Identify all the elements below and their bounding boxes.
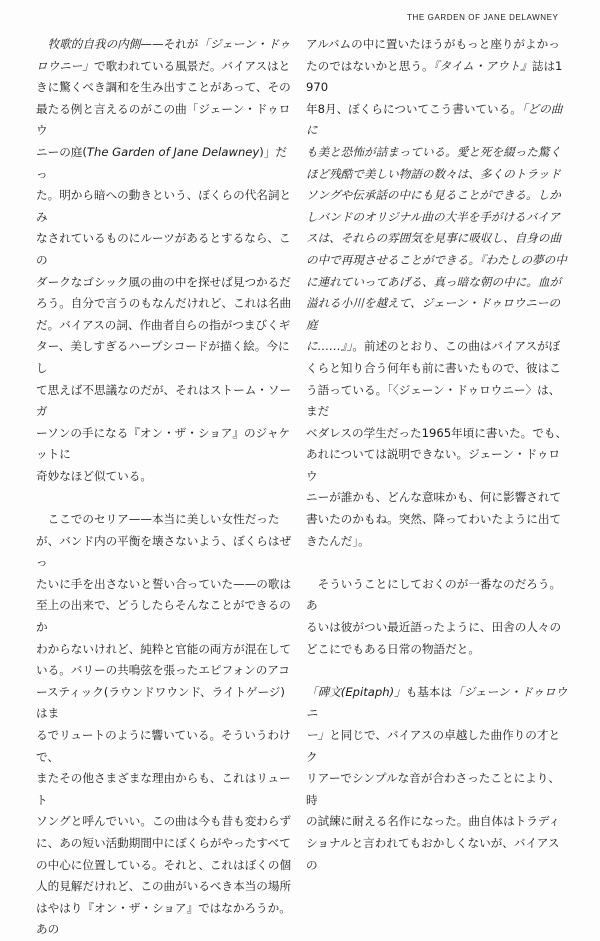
text-line: [306, 725, 568, 768]
text-line: [36, 77, 294, 99]
paragraph-gap: [306, 552, 568, 574]
text-line: [306, 228, 568, 250]
text-line: [36, 293, 294, 315]
text-line: [306, 380, 568, 423]
text-run: ベダレスの学生だった1965年頃に書いた。でも、: [306, 425, 568, 440]
text-line: [36, 833, 294, 855]
text-line: [306, 336, 568, 358]
text-run: )」だっ: [36, 144, 288, 181]
text-line: [36, 34, 294, 56]
text-run: ーソンの手になる『オン・ザ・ショア』のジャケットに: [36, 425, 291, 462]
text-run: 至上の出来で、どうしたらそんなことができるのか: [36, 598, 291, 635]
right-column: [306, 34, 568, 876]
italic-text: 「碑文(: [306, 684, 346, 699]
text-line: [36, 898, 294, 941]
text-run: ショナルと言われてもおかしくないが、バイアスの: [306, 835, 560, 872]
text-line: [36, 768, 294, 811]
text-run: で歌われている風景だ。バイアスはと: [93, 58, 291, 73]
text-run: るいは彼がつい最近語ったように、田舎の人々の: [306, 620, 562, 635]
text-run: 。前述のとおり、この曲はバイアスがぼ: [352, 339, 561, 354]
text-run: う語っている。「〈ジェーン・ドゥロウニー〉は、まだ: [306, 382, 561, 419]
text-line: [36, 725, 294, 768]
text-line: [36, 336, 294, 379]
text-run: ダークなゴシック風の曲の中を探せば見つかるだ: [36, 274, 291, 289]
text-run: の中心に位置している。それと、これはぼくの個: [36, 857, 292, 872]
text-line: [306, 164, 568, 186]
text-run: ター、美しすぎるハープシコードが描く絵。今にし: [36, 339, 290, 375]
italic-text: に……』」: [306, 339, 353, 354]
text-run: わからないけれど、純粋と官能の両方が混在して: [36, 641, 292, 656]
italic-text: も美と恐怖が詰まっている。愛と死を綴った驚く: [306, 144, 562, 159]
text-line: [36, 380, 294, 423]
text-line: [36, 99, 294, 142]
text-run: ニーが誰かも、どんな意味かも、何に影響されて: [306, 490, 562, 505]
text-line: [306, 811, 568, 833]
text-run: た。明から暗への動きという、ぼくらの代名詞とみ: [36, 188, 292, 224]
text-run: 年8月、ぼくらについてこう書いている。: [306, 101, 522, 116]
text-run: 人的見解だけれど、この曲がいるべき本当の場所: [36, 879, 292, 894]
text-run: はやはり『オン・ザ・ショア』ではなかろうか。あの: [36, 900, 291, 937]
text-run: なされているものにルーツがあるとするなら、この: [36, 231, 291, 267]
text-line: [306, 99, 568, 142]
italic-text: 溢れる小川を越えて、ジェーン・ドゥロウニーの庭: [306, 296, 561, 332]
text-line: [36, 531, 294, 574]
italic-text: ー」: [306, 728, 330, 742]
italic-text: 「ジェーン・ドゥロウニ: [306, 684, 568, 721]
paragraph-gap: [306, 660, 568, 682]
text-line: [306, 833, 568, 876]
text-line: [36, 466, 294, 488]
text-line: [36, 660, 294, 682]
text-run: 奇妙なほど似ている。: [36, 468, 152, 483]
text-line: [306, 574, 568, 617]
text-run: そういうことにしておくのが一番なのだろう。あ: [306, 576, 562, 613]
text-run: あれについては説明できない。ジェーン・ドゥロウ: [306, 447, 561, 483]
text-line: [306, 531, 568, 553]
text-line: [306, 423, 568, 445]
text-line: [306, 617, 568, 639]
text-run: て思えば不思議なのだが、それはストーム・ソーガ: [36, 382, 292, 419]
italic-text: ソングや伝承話の中にも見ることができる。しか: [306, 188, 561, 203]
italic-text: ほど残酷で美しい物語の数々は、多くのトラッド: [306, 166, 561, 181]
italic-text: スは、それらの雰囲気を見事に吸収し、自身の曲: [306, 231, 562, 246]
text-line: [306, 639, 568, 661]
text-run: またその他さまざまな理由からも、これはリュート: [36, 771, 291, 807]
text-line: [306, 185, 568, 207]
text-line: [36, 595, 294, 638]
text-line: [36, 811, 294, 833]
text-line: [306, 56, 568, 99]
paragraph: [306, 574, 568, 660]
text-run: るでリュートのように響いている。そういうわけで、: [36, 728, 291, 764]
text-run: ——それが: [140, 37, 199, 51]
text-run: リアーでシンプルな音が合わさったことにより、時: [306, 771, 560, 807]
text-run: 書いたのかもね。突然、降ってわいたように出て: [306, 512, 562, 527]
text-run: [36, 37, 48, 51]
text-line: [306, 358, 568, 380]
text-run: の試練に耐える名作になった。曲自体はトラディ: [306, 814, 561, 829]
paragraph: [306, 682, 568, 876]
text-line: [36, 272, 294, 294]
text-line: [306, 250, 568, 272]
text-line: [36, 423, 294, 466]
running-header: THE GARDEN OF JANE DELAWNEY: [407, 13, 559, 22]
text-run: アルバムの中に置いたほうがもっと座りがよかっ: [306, 37, 560, 51]
text-run: きに驚くべき調和を生み出すことがあって、その: [36, 80, 291, 95]
italic-text: Epitaph: [345, 684, 390, 699]
italic-text: 「どの曲に: [306, 101, 563, 138]
paragraph: [306, 34, 568, 552]
text-run: に、あの短い活動期間中にぼくらがやったすべて: [36, 835, 291, 850]
text-line: [36, 682, 294, 725]
paragraph: [36, 509, 294, 941]
text-line: [36, 228, 294, 271]
italic-text: The Garden of Jane Delawney: [86, 144, 260, 159]
text-run: たいに手を出さないと誓い合っていた——の歌は: [36, 576, 292, 591]
text-line: [306, 142, 568, 164]
text-run: いる。バリーの共鳴弦を張ったエピフォンのアコ: [36, 663, 290, 678]
text-line: [36, 876, 294, 898]
text-line: [306, 682, 568, 725]
text-line: [36, 855, 294, 877]
paragraph-gap: [36, 487, 294, 509]
italic-text: しバンドのオリジナル曲の大半を手がけるバイア: [306, 209, 561, 224]
text-run: も基本は: [405, 684, 453, 699]
italic-text: 牧歌的自我の内側: [47, 37, 141, 51]
italic-text: 「ジェーン・ドゥ: [198, 37, 291, 51]
text-line: [36, 574, 294, 596]
italic-text: ロウニー」: [36, 58, 94, 73]
text-line: [306, 444, 568, 487]
text-line: [306, 207, 568, 229]
text-run: くらと知り合う何年も前に書いたもので、彼はこ: [306, 360, 561, 375]
text-line: [306, 509, 568, 531]
text-run: だ。バイアスの詞、作曲者自らの指がつまびくギ: [36, 317, 291, 332]
text-run: たのではないかと思う。: [306, 58, 434, 73]
text-run: と同じで、バイアスの卓越した曲作りの才とク: [306, 728, 561, 764]
paragraph: [36, 34, 294, 487]
text-line: [36, 185, 294, 228]
text-run: 最たる例と言えるのがこの曲「ジェーン・ドゥロウ: [36, 101, 291, 138]
text-run: が、バンド内の平衡を壊さないよう、ぼくらはぜっ: [36, 533, 292, 570]
text-line: [36, 509, 294, 531]
text-line: [306, 272, 568, 294]
text-line: [36, 315, 294, 337]
text-line: [36, 639, 294, 661]
italic-text: の中で再現させることができる。『わたしの夢の中: [306, 252, 567, 267]
text-run: ニーの庭(: [36, 144, 87, 159]
text-line: [306, 293, 568, 336]
text-run: 誌は1970: [306, 58, 563, 95]
text-line: [306, 34, 568, 56]
italic-text: 『タイム・アウト』: [433, 58, 532, 73]
text-run: ここでのセリア——本当に美しい女性だった: [36, 512, 280, 527]
text-line: [36, 142, 294, 185]
text-line: [306, 487, 568, 509]
text-line: [36, 56, 294, 78]
text-run: ースティック(ラウンドワウンド、ライトゲージ)はま: [36, 684, 285, 721]
left-column: [36, 34, 294, 941]
text-run: どこにでもある日常の物語だと。: [306, 641, 480, 656]
text-run: ソングと呼んでいい。この曲は今も昔も変わらず: [36, 814, 292, 829]
text-run: きたんだ」。: [306, 533, 370, 548]
text-run: ろう。自分で言うのもなんだけれど、これは名曲: [36, 296, 292, 311]
text-line: [306, 768, 568, 811]
italic-text: に連れていってあげる、真っ暗な朝の中に。血が: [306, 274, 562, 289]
italic-text: )」: [389, 684, 406, 699]
